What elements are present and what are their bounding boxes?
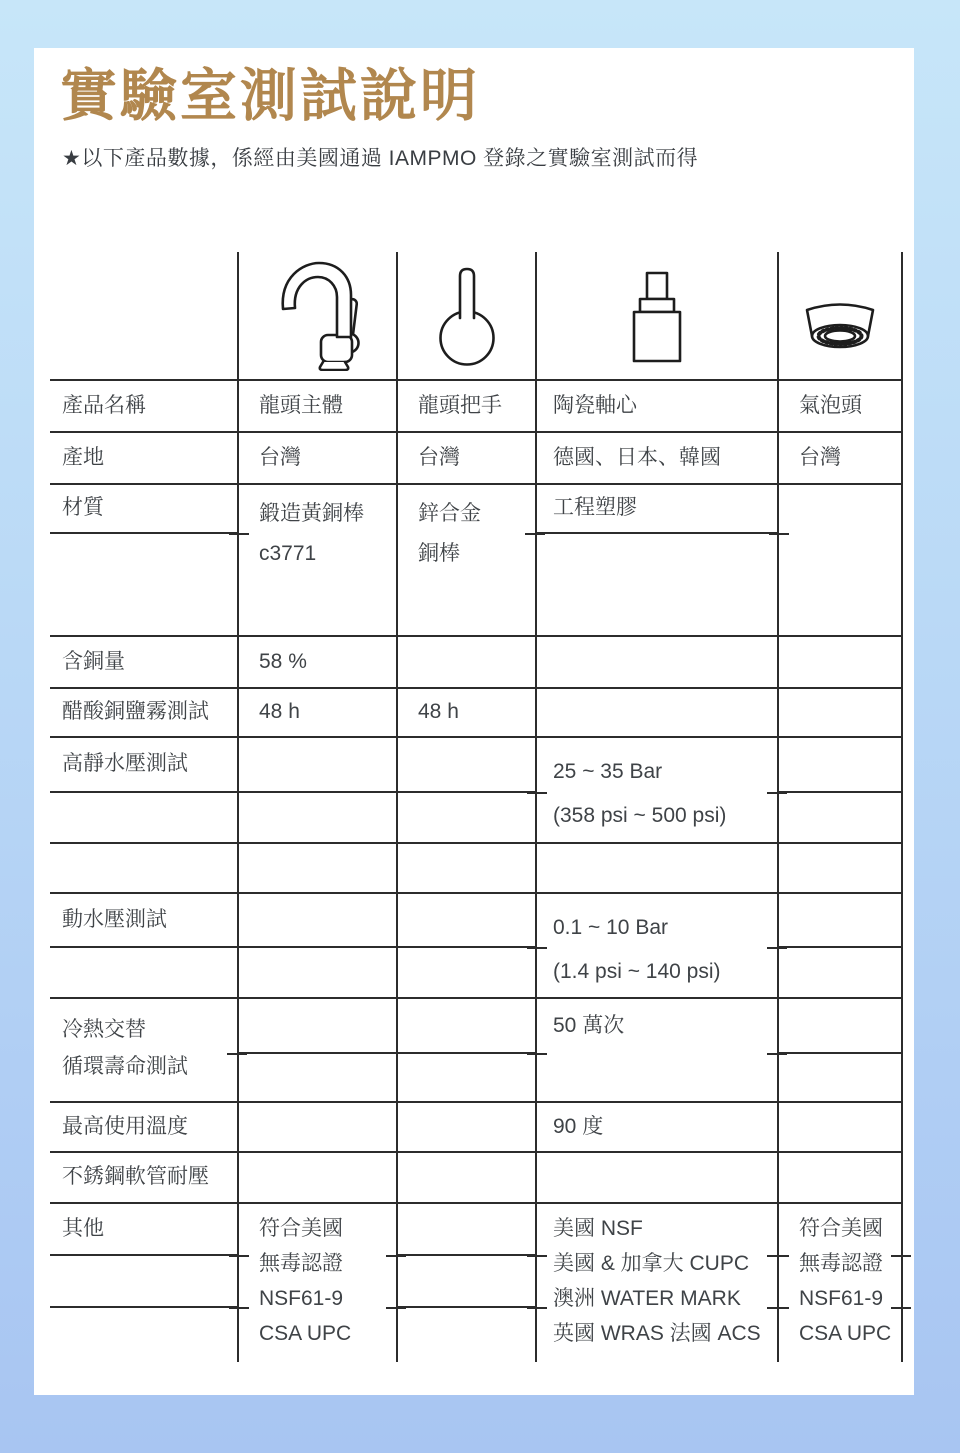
table-row-origin — [50, 432, 902, 484]
cell-static-body — [238, 737, 397, 792]
row-label-hose-pressure: 不銹鋼軟管耐壓 — [50, 1152, 238, 1203]
row-label-static-pressure: 高靜水壓測試 — [50, 737, 238, 792]
cell-dynamic-body-sub — [238, 947, 397, 998]
faucet-icon — [273, 259, 363, 371]
table-row-copper — [50, 636, 902, 688]
cell-other-handle-sub1 — [397, 1255, 536, 1307]
row-label-origin: 產地 — [50, 432, 238, 484]
row-label-dynamic-pressure: 動水壓測試 — [50, 893, 238, 947]
cartridge-icon-cell — [536, 252, 778, 380]
cell-dynamic-handle-sub — [397, 947, 536, 998]
cell-name-handle: 龍頭把手 — [397, 380, 536, 432]
cell-static-handle — [397, 737, 536, 792]
cell-origin-handle: 台灣 — [397, 432, 536, 484]
cell-maxtemp-body — [238, 1102, 397, 1152]
cell-copper-cartridge — [536, 636, 778, 688]
cell-salt-body: 48 h — [238, 688, 397, 737]
cell-maxtemp-handle — [397, 1102, 536, 1152]
grid-tick — [769, 1307, 789, 1309]
cell-thermal-handle — [397, 998, 536, 1053]
table-row-salt-spray — [50, 688, 902, 737]
row-label-copper: 含銅量 — [50, 636, 238, 688]
grid-tick — [891, 1255, 911, 1257]
row-label-material: 材質 — [50, 484, 238, 533]
aerator-icon — [801, 297, 879, 351]
cell-material-aerator — [778, 484, 902, 636]
cell-origin-cartridge: 德國、日本、韓國 — [536, 432, 778, 484]
row-label-product-name: 產品名稱 — [50, 380, 238, 432]
cell-spacer-cartridge — [536, 843, 778, 893]
cell-salt-aerator — [778, 688, 902, 737]
handle-icon — [432, 263, 502, 367]
cell-static-body-sub — [238, 792, 397, 843]
aerator-icon-cell — [778, 252, 902, 380]
table-row-hose-pressure — [50, 1152, 902, 1203]
cell-thermal-cartridge: 50 萬次 — [536, 998, 778, 1102]
cell-salt-handle: 48 h — [397, 688, 536, 737]
cell-static-aerator — [778, 737, 902, 792]
cell-thermal-body-sub — [238, 1053, 397, 1102]
cell-material-label-gap — [50, 533, 238, 636]
table-row-spacer — [50, 843, 902, 893]
cell-name-cartridge: 陶瓷軸心 — [536, 380, 778, 432]
content-card — [34, 48, 914, 1395]
cell-name-aerator: 氣泡頭 — [778, 380, 902, 432]
cell-hose-aerator — [778, 1152, 902, 1203]
cell-maxtemp-aerator — [778, 1102, 902, 1152]
cell-dynamic-body — [238, 893, 397, 947]
note-text: ★以下產品數據，係經由美國通過 IAMPMO 登錄之實驗室測試而得 — [62, 147, 699, 170]
icons-row-spacer — [50, 252, 238, 380]
row-label-thermal-cycle: 冷熱交替 循環壽命測試 — [50, 998, 238, 1102]
cell-dynamic-aerator-sub — [778, 947, 902, 998]
cell-copper-handle — [397, 636, 536, 688]
cell-name-body: 龍頭主體 — [238, 380, 397, 432]
table-row-material — [50, 484, 902, 533]
handle-icon-cell — [397, 252, 536, 380]
cell-hose-body — [238, 1152, 397, 1203]
faucet-icon-cell — [238, 252, 397, 380]
cell-other-handle — [397, 1203, 536, 1255]
table-row-max-temp — [50, 1102, 902, 1152]
row-label-salt-spray: 醋酸銅鹽霧測試 — [50, 688, 238, 737]
spec-table — [50, 252, 903, 1362]
page-title: 實驗室測試說明 — [60, 64, 480, 128]
grid-tick — [891, 1307, 911, 1309]
cell-static-cartridge: 25 ~ 35 Bar (358 psi ~ 500 psi) — [536, 737, 778, 843]
table-row-static-pressure — [50, 737, 902, 792]
cell-other-body: 符合美國 無毒認證 NSF61-9 CSA UPC — [238, 1203, 397, 1362]
cell-dynamic-aerator — [778, 893, 902, 947]
cell-copper-aerator — [778, 636, 902, 688]
cell-other-label-sub2 — [50, 1307, 238, 1362]
cell-thermal-aerator — [778, 998, 902, 1053]
cell-material-cartridge-gap — [536, 533, 778, 636]
row-label-max-temp: 最高使用溫度 — [50, 1102, 238, 1152]
grid-tick — [769, 1255, 789, 1257]
table-row-dynamic-pressure — [50, 893, 902, 947]
cell-thermal-body — [238, 998, 397, 1053]
table-row-icons — [50, 252, 902, 380]
cell-thermal-aerator-sub — [778, 1053, 902, 1102]
cell-spacer-body — [238, 843, 397, 893]
cell-maxtemp-cartridge: 90 度 — [536, 1102, 778, 1152]
cell-other-handle-sub2 — [397, 1307, 536, 1362]
cell-other-label-sub1 — [50, 1255, 238, 1307]
cell-thermal-handle-sub — [397, 1053, 536, 1102]
cell-origin-aerator: 台灣 — [778, 432, 902, 484]
cell-other-cartridge: 美國 NSF 美國 & 加拿大 CUPC 澳洲 WATER MARK 英國 WRAS 法國 ACS — [536, 1203, 778, 1362]
cell-static-label-sub — [50, 792, 238, 843]
cell-dynamic-handle — [397, 893, 536, 947]
row-label-other: 其他 — [50, 1203, 238, 1255]
cell-material-cartridge: 工程塑膠 — [536, 484, 778, 533]
cell-hose-cartridge — [536, 1152, 778, 1203]
cell-dynamic-label-sub — [50, 947, 238, 998]
cell-dynamic-cartridge: 0.1 ~ 10 Bar (1.4 psi ~ 140 psi) — [536, 893, 778, 998]
cell-static-handle-sub — [397, 792, 536, 843]
cartridge-icon — [626, 271, 688, 363]
cell-material-body: 鍛造黃銅棒 c3771 — [238, 484, 397, 636]
table-row-thermal-cycle — [50, 998, 902, 1053]
cell-other-aerator: 符合美國 無毒認證 NSF61-9 CSA UPC — [778, 1203, 902, 1362]
cell-spacer-label — [50, 843, 238, 893]
cell-spacer-aerator — [778, 843, 902, 893]
cell-copper-body: 58 % — [238, 636, 397, 688]
table-row-product-name — [50, 380, 902, 432]
cell-material-handle: 鋅合金 銅棒 — [397, 484, 536, 636]
cell-spacer-handle — [397, 843, 536, 893]
cell-origin-body: 台灣 — [238, 432, 397, 484]
cell-hose-handle — [397, 1152, 536, 1203]
table-row-other — [50, 1203, 902, 1255]
cell-salt-cartridge — [536, 688, 778, 737]
cell-static-aerator-sub — [778, 792, 902, 843]
